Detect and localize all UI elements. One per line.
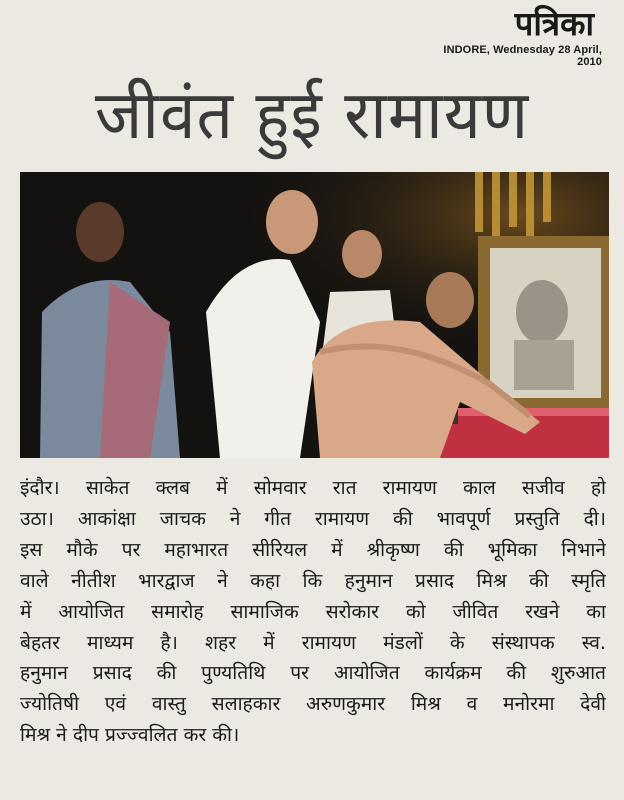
- article-body-line: इस मौके पर महाभारत सीरियल में श्रीकृष्ण की भूमिका निभाने: [20, 537, 606, 561]
- article-body-line: ज्योतिषी एवं वास्तु सलाहकार अरुणकुमार मिश्र व मनोरमा देवी: [20, 692, 606, 716]
- article-body-line: वाले नीतीश भारद्वाज ने कहा कि हनुमान प्रसाद मिश्र की स्मृति: [20, 568, 606, 592]
- news-photo: [20, 172, 609, 458]
- newspaper-name: पत्रिका: [514, 4, 594, 43]
- article-body-line: उठा। आकांक्षा जाचक ने गीत रामायण की भावपूर्ण प्रस्तुति दी।: [20, 506, 606, 530]
- article-body-line: में आयोजित समारोह सामाजिक सरोकार को जीवित रखने का: [20, 599, 606, 623]
- article-body: [20, 473, 606, 751]
- masthead: [422, 4, 602, 68]
- article-body-line: बेहतर माध्यम है। शहर में रामायण मंडलों के संस्थापक स्व.: [20, 630, 606, 654]
- article-body-line: इंदौर। साकेत क्लब में सोमवार रात रामायण काल सजीव हो: [20, 476, 606, 499]
- article-body-line: हनुमान प्रसाद की पुण्यतिथि पर आयोजित कार्यक्रम की शुरुआत: [20, 661, 606, 685]
- article-body-line: मिश्र ने दीप प्रज्ज्वलित कर की।: [20, 723, 240, 747]
- article-headline: जीवंत हुई रामायण: [94, 77, 530, 155]
- dateline: INDORE, Wednesday 28 April, 2010: [443, 44, 602, 68]
